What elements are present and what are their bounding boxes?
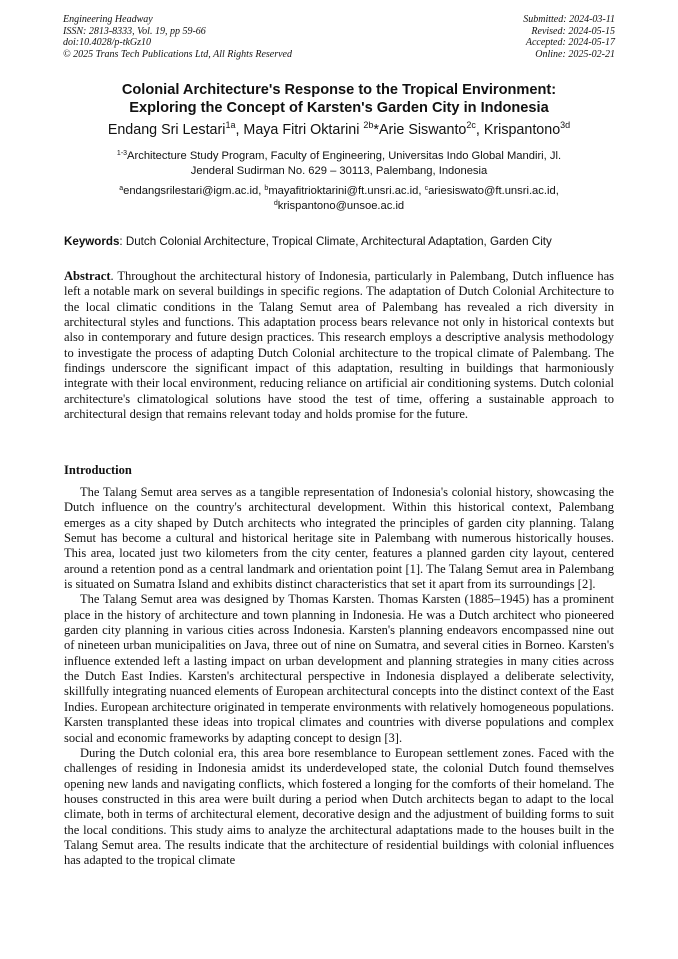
author-separator: * bbox=[373, 122, 379, 138]
email-sup: c bbox=[424, 185, 429, 192]
keywords-label: Keywords bbox=[64, 235, 120, 248]
author-separator: , bbox=[235, 122, 244, 138]
paper-title bbox=[40, 81, 638, 117]
accepted-date: Accepted: 2024-05-17 bbox=[525, 37, 615, 48]
email-sup: a bbox=[119, 185, 124, 192]
journal-header-left bbox=[63, 14, 292, 60]
paragraph: The Talang Semut area was designed by Thomas Karsten. Thomas Karsten (1885–1945) has a prominent place in the history of architecture and town planning in Indonesia. He was a Dutch architect who pioneered garden city planning in various cities across Indonesia. Karsten's planning endeavors encompassed nine out of nineteen urban municipalities on Java, three out of nine on Sumatra, and several cities in Borneo. Karsten's influence extended left a lasting impact on urban development and planning strategies in many cities across the Dutch East Indies. Karsten's architectural perspective in Indonesia displayed a deliberate selectivity, skillfully integrating nuanced elements of European architectural concepts into the distinct context of the East Indies. European architecture originated in temperate environments with relatively homogeneous populations. Karsten transplanted these ideas into tropical climates and countries with diverse populations and complex social and economic frameworks by adapting concept to design [3]. bbox=[64, 592, 614, 745]
author-sup: 2b bbox=[363, 120, 374, 130]
issn-line: ISSN: 2813-8333, Vol. 19, pp 59-66 bbox=[63, 25, 206, 37]
title-line-1: Colonial Architecture's Response to the Tropical Environment: bbox=[121, 82, 557, 98]
author-separator: , bbox=[475, 122, 484, 138]
paragraph: During the Dutch colonial era, this area bore resemblance to European settlement zones. Faced with the challenges of residing in Indonesia amidst its underdeveloped state, the colonial Dutch found themselves opening new lands and navigating conflicts, which fostered a longing for the comforts of their homeland. The houses constructed in this area were built during a period when Dutch architects began to adapt to the local climate, both in terms of architectural element, decorative design and the adjustment of building forms to suit the local conditions. This study aims to analyze the architectural adaptations made to the houses built in the Talang Semut area. The results indicate that the architecture of residential buildings with colonial influences has adapted to the tropical climate bbox=[64, 745, 614, 868]
email-a[interactable]: endangsrilestari@igm.ac.id, bbox=[123, 185, 265, 197]
author-name: Arie Siswanto bbox=[378, 122, 467, 138]
doi-line: doi:10.4028/p-tkGz10 bbox=[63, 37, 152, 48]
online-date: Online: 2025-02-21 bbox=[535, 48, 615, 60]
keywords bbox=[64, 234, 624, 249]
submitted-date: Submitted: 2024-03-11 bbox=[523, 14, 615, 25]
journal-name: Engineering Headway bbox=[63, 14, 153, 25]
affiliation bbox=[40, 149, 638, 179]
journal-header-right bbox=[523, 14, 615, 60]
copyright-line: © 2025 Trans Tech Publications Ltd, All Rights Reserved bbox=[63, 48, 292, 60]
revised-date: Revised: 2024-05-15 bbox=[531, 25, 615, 37]
author-sup: 3d bbox=[560, 120, 571, 130]
affiliation-sup: 1-3 bbox=[116, 150, 128, 157]
email-sup: b bbox=[264, 185, 269, 192]
author-name: Krispantono bbox=[483, 122, 561, 138]
title-line-2: Exploring the Concept of Karsten's Garden City in Indonesia bbox=[129, 100, 549, 116]
affiliation-line-1: Architecture Study Program, Faculty of Engineering, Universitas Indo Global Mandiri, Jl. bbox=[127, 150, 562, 162]
introduction-body bbox=[64, 485, 614, 869]
affiliation-line-2: Jenderal Sudirman No. 629 – 30113, Palembang, Indonesia bbox=[190, 165, 488, 177]
abstract bbox=[64, 269, 614, 422]
author-sup: 1a bbox=[225, 120, 236, 130]
abstract-label: Abstract bbox=[64, 269, 111, 283]
author-emails bbox=[40, 184, 638, 214]
email-b[interactable]: mayafitrioktarini@ft.unsri.ac.id, bbox=[268, 185, 425, 197]
email-d[interactable]: krispantono@unsoe.ac.id bbox=[277, 200, 405, 212]
email-c[interactable]: ariesiswato@ft.unsri.ac.id, bbox=[428, 185, 559, 197]
paragraph: The Talang Semut area serves as a tangible representation of Indonesia's colonial history, showcasing the Dutch influence on the country's architectural development. Within this historical context, Palembang emerges as a city shaped by Dutch architects who integrated the principles of garden city planning. Talang Semut has become a cultural and historical heritage site in Palembang with numerous historically houses. This area, located just two kilometers from the city center, features a planned garden city layout, centered around a retention pond as a central landmark and orientation point [1]. The Talang Semut area in Palembang is situated on Sumatra Island and exhibits distinct characteristics that set it apart from its surroundings [2]. bbox=[64, 485, 614, 592]
abstract-text: . Throughout the architectural history of Indonesia, particularly in Palembang, Dutch influence has left a notable mark on several buildings in specific regions. The adaptation of Dutch Colonial Architecture to the local climatic conditions in the Talang Semut area of Palembang has revealed a rich diversity in architectural styles and functions. This adaptation process bears relevance not only in historical contexts but also in contemporary and future design practices. This research employs a descriptive analysis methodology to investigate the process of adapting Dutch Colonial architecture to the tropical climate of Palembang. The findings underscore the significant impact of this adaptation, resulting in buildings that harmoniously integrate with their local environment, reducing reliance on artificial air conditioning systems. Dutch colonial architecture's climatological solutions have stood the test of time, offering a sustainable approach to architectural design that remains relevant today and holds promise for the future. bbox=[64, 269, 614, 422]
author-sup: 2c bbox=[466, 120, 476, 130]
email-sup: d bbox=[273, 200, 278, 207]
section-heading-introduction: Introduction bbox=[64, 463, 132, 477]
author-list bbox=[30, 121, 648, 139]
author-name: Endang Sri Lestari bbox=[107, 122, 226, 138]
keywords-text: : Dutch Colonial Architecture, Tropical Climate, Architectural Adaptation, Garden City bbox=[119, 235, 552, 248]
author-name: Maya Fitri Oktarini bbox=[243, 122, 364, 138]
